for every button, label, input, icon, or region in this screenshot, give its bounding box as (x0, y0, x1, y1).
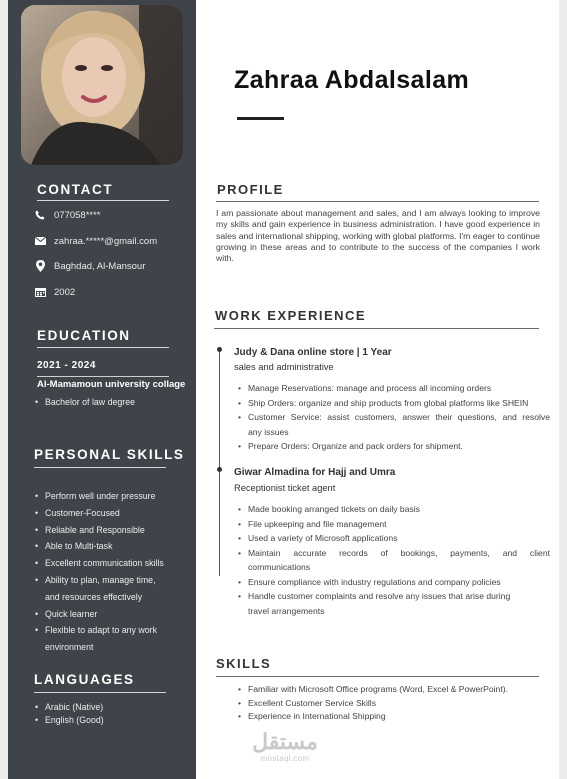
education-degree-list (35, 397, 135, 407)
job-title: Giwar Almadina for Hajj and Umra (234, 467, 396, 478)
contact-year (34, 286, 75, 298)
list-item: • Experience in International Shipping (238, 710, 508, 724)
timeline-dot (217, 347, 222, 352)
languages-divider (34, 692, 166, 693)
email-icon (34, 235, 46, 247)
list-item: • Ability to plan, manage time, (35, 572, 164, 589)
job-role: Receptionist ticket agent (234, 483, 336, 493)
education-degree: • Bachelor of law degree (35, 397, 135, 407)
education-years: 2021 - 2024 (37, 360, 96, 371)
job-title: Judy & Dana online store | 1 Year (234, 347, 392, 358)
list-item: environment (45, 642, 94, 653)
personal-skills-heading: PERSONAL SKILLS (34, 447, 185, 462)
list-item: • Able to Multi-task (35, 538, 164, 555)
profile-heading: PROFILE (217, 182, 284, 197)
education-school: Al-Mamamoun university collage (37, 379, 186, 390)
profile-text: I am passionate about management and sales, and I am always looking to improve my skills and gain experience in business administration. I have good experience in sales and international shipping, working with global platforms. I'm eager to continue growing in these areas and to contribute to the success of the companies I work with. (216, 208, 540, 264)
languages-heading: LANGUAGES (34, 672, 135, 687)
job-role: sales and administrative (234, 362, 334, 372)
watermark-latin: mostaql.com (260, 754, 310, 763)
list-item: • Familiar with Microsoft Office programs (Word, Excel & PowerPoint). (238, 683, 508, 697)
list-item: any issues (248, 426, 289, 437)
personal-skills-divider (34, 467, 166, 468)
list-item: • Arabic (Native) (35, 701, 104, 714)
contact-divider (37, 200, 169, 201)
personal-skills-list (35, 488, 164, 656)
page-margin-left (0, 0, 8, 779)
list-item: • Maintain accurate records of bookings, payments, and client (238, 546, 550, 561)
list-item: • Prepare Orders: Organize and pack orders for shipment. (238, 439, 550, 454)
list-item: • English (Good) (35, 714, 104, 727)
list-item: • Made booking arranged tickets on daily basis (238, 502, 550, 517)
skills-heading: SKILLS (216, 656, 272, 671)
email-text: zahraa.*****@gmail.com (54, 235, 158, 247)
timeline-dot (217, 467, 222, 472)
contact-heading: CONTACT (37, 182, 114, 197)
name-underline (237, 117, 284, 120)
work-experience-heading: WORK EXPERIENCE (215, 308, 367, 323)
skills-list (238, 683, 508, 724)
list-item: communications (248, 562, 311, 572)
work-experience-divider (214, 328, 539, 329)
location-text: Baghdad, Al-Mansour (54, 260, 146, 272)
list-item: • Customer Service: assist customers, answer their questions, and resolve (238, 410, 550, 425)
list-item: • Manage Reservations: manage and process all incoming orders (238, 381, 550, 396)
watermark-arabic: مستقل (252, 729, 318, 754)
location-pin-icon (34, 260, 46, 272)
page-margin-right (559, 0, 567, 779)
year-text: 2002 (54, 286, 76, 298)
sidebar (8, 0, 196, 779)
page-title: Zahraa Abdalsalam (234, 66, 470, 94)
skills-divider (216, 676, 539, 677)
list-item: • Excellent Customer Service Skills (238, 697, 508, 711)
list-item: • Customer-Focused (35, 505, 164, 522)
list-item: and resources effectively (45, 591, 143, 602)
profile-divider (216, 201, 539, 202)
portrait-image (21, 5, 183, 165)
contact-phone (34, 209, 101, 221)
list-item: • Ship Orders: organize and ship products from global platforms like SHEIN (238, 396, 550, 411)
list-item: • Excellent communication skills (35, 555, 164, 572)
list-item: • Handle customer complaints and resolve any issues that arise during (238, 589, 550, 604)
list-item: • Perform well under pressure (35, 488, 164, 505)
timeline-line (219, 350, 220, 576)
profile-photo (21, 5, 183, 165)
education-heading: EDUCATION (37, 328, 131, 343)
contact-location (34, 260, 145, 272)
list-item: • Quick learner (35, 606, 164, 623)
list-item: • Used a variety of Microsoft applications (238, 531, 550, 546)
list-item: • Flexible to adapt to any work (35, 622, 164, 639)
list-item: • Ensure compliance with industry regulations and company policies (238, 575, 550, 590)
job-duties-list (238, 381, 550, 454)
contact-email (34, 235, 157, 247)
list-item: • File upkeeping and file management (238, 517, 550, 532)
education-years-divider (37, 376, 169, 377)
education-divider (37, 347, 169, 348)
languages-list (35, 701, 104, 726)
list-item: travel arrangements (248, 605, 325, 616)
list-item: • Reliable and Responsible (35, 522, 164, 539)
job-duties-list (238, 502, 550, 618)
phone-icon (34, 209, 46, 221)
calendar-icon (34, 286, 46, 298)
watermark (248, 730, 322, 763)
phone-text: 077058**** (54, 209, 101, 221)
